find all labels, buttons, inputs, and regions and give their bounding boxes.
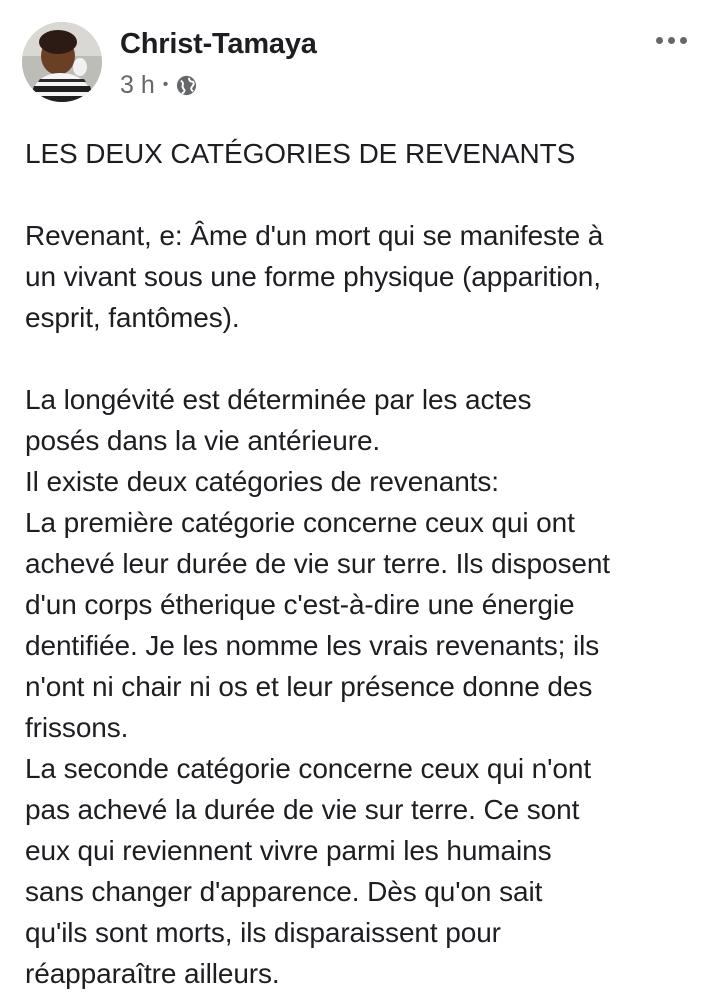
- post-time[interactable]: 3 h: [120, 70, 155, 99]
- more-options-icon: [680, 37, 687, 44]
- post-header: [22, 22, 698, 104]
- more-options-icon: [668, 37, 675, 44]
- author-avatar[interactable]: [22, 22, 102, 102]
- author-name[interactable]: Christ-Tamaya: [120, 28, 317, 60]
- more-options-icon: [656, 37, 663, 44]
- more-options-button[interactable]: [648, 26, 694, 54]
- post-meta: [120, 72, 198, 98]
- post-body: LES DEUX CATÉGORIES DE REVENANTS Revenant, e: Âme d'un mort qui se manifeste à un vivant sous une forme physique (apparition, esprit, fantômes). La longévité est déterminée par les actes posés dans la vie antérieure. Il existe deux catégories de revenants: La première catégorie concerne ceux qui ont achevé leur durée de vie sur terre. Ils disposent d'un corps étherique c'est-à-dire une énergie dentifiée. Je les nomme les vrais revenants; ils n'ont ni chair ni os et leur présence donne des frissons. La seconde catégorie concerne ceux qui n'ont pas achevé la durée de vie sur terre. Ce sont eux qui reviennent vivre parmi les humains sans changer d'apparence. Dès qu'on sait qu'ils sont morts, ils disparaissent pour réapparaître ailleurs.: [25, 138, 610, 989]
- meta-separator: •: [162, 76, 169, 93]
- globe-icon[interactable]: [175, 74, 198, 97]
- avatar-photo: [22, 22, 102, 102]
